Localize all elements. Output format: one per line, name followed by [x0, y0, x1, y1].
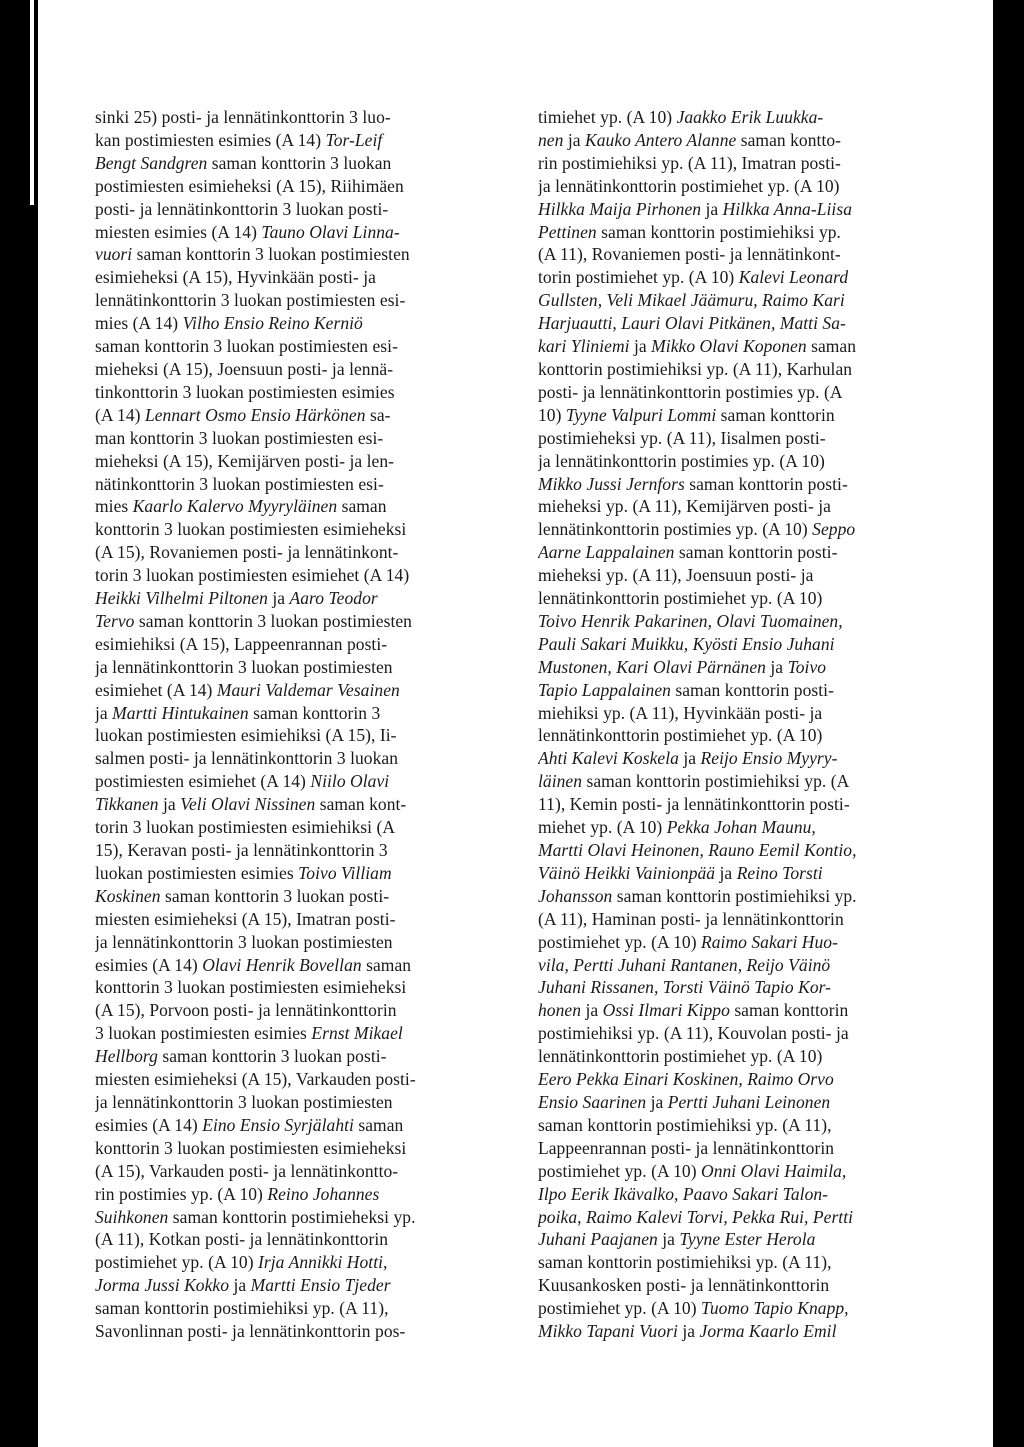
text-line: konttorin 3 luokan postimiesten esimieheksi — [95, 1137, 407, 1158]
text-line: Tikkanen ja Veli Olavi Nissinen saman kont- — [95, 794, 407, 815]
text-line: posti- ja lennätinkonttorin 3 luokan posti- — [95, 198, 389, 219]
text-line: (A 15), Porvoon posti- ja lennätinkonttorin — [95, 1000, 397, 1021]
text-line: (A 15), Rovaniemen posti- ja lennätinkont- — [95, 542, 399, 563]
text-line: honen ja Ossi Ilmari Kippo saman konttorin — [538, 1000, 849, 1021]
text-line: postimiehet yp. (A 10) Raimo Sakari Huo- — [538, 931, 838, 952]
text-line: postimieheksi yp. (A 11), Iisalmen posti- — [538, 427, 826, 448]
text-line: mies Kaarlo Kalervo Myyryläinen saman — [95, 496, 387, 517]
text-line: vila, Pertti Juhani Rantanen, Reijo Väinö — [538, 954, 831, 975]
document-page — [38, 0, 993, 1447]
text-line: Väinö Heikki Vainionpää ja Reino Torsti — [538, 862, 823, 883]
text-line: Ilpo Eerik Ikävalko, Paavo Sakari Talon- — [538, 1183, 829, 1204]
text-line: konttorin 3 luokan postimiesten esimieheksi — [95, 519, 407, 540]
left-text-column — [95, 106, 524, 1343]
text-line: mieheksi (A 15), Joensuun posti- ja lennä- — [95, 358, 394, 379]
text-line: tinkonttorin 3 luokan postimiesten esimies — [95, 381, 395, 402]
text-line: Johansson saman konttorin postimiehiksi yp. — [538, 885, 857, 906]
text-line: Mustonen, Kari Olavi Pärnänen ja Toivo — [538, 656, 827, 677]
text-line: Eero Pekka Einari Koskinen, Raimo Orvo — [538, 1069, 834, 1090]
text-line: timiehet yp. (A 10) Jaakko Erik Luukka- — [538, 107, 824, 127]
text-line: luokan postimiesten esimies Toivo Villiam — [95, 862, 392, 883]
text-line: postimiehet yp. (A 10) Tuomo Tapio Knapp, — [538, 1298, 849, 1319]
text-line: (A 11), Rovaniemen posti- ja lennätinkont- — [538, 244, 841, 265]
text-line: Hellborg saman konttorin 3 luokan posti- — [95, 1046, 387, 1067]
text-line: Pettinen saman konttorin postimiehiksi yp. — [538, 221, 841, 242]
text-line: posti- ja lennätinkonttorin postimies yp. (A — [538, 381, 843, 402]
text-line: Mikko Tapani Vuori ja Jorma Kaarlo Emil — [538, 1321, 837, 1342]
text-line: nätinkonttorin 3 luokan postimiesten esi- — [95, 473, 384, 494]
text-line: mies (A 14) Vilho Ensio Reino Kerniö — [95, 313, 363, 334]
text-line: 10) Tyyne Valpuri Lommi saman konttorin — [538, 404, 835, 425]
text-line: esimieheksi (A 15), Hyvinkään posti- ja — [95, 267, 376, 288]
text-line: Aarne Lappalainen saman konttorin posti- — [538, 542, 838, 563]
text-line: miesten esimies (A 14) Tauno Olavi Linna- — [95, 221, 400, 242]
text-line: esimies (A 14) Eino Ensio Syrjälahti saman — [95, 1114, 404, 1135]
text-line: (A 11), Haminan posti- ja lennätinkonttorin — [538, 908, 844, 929]
text-line: Savonlinnan posti- ja lennätinkonttorin pos- — [95, 1321, 406, 1342]
text-line: mieheksi yp. (A 11), Kemijärven posti- ja — [538, 496, 832, 517]
text-line: Mikko Jussi Jernfors saman konttorin posti- — [538, 473, 848, 494]
text-line: ja lennätinkonttorin 3 luokan postimiesten — [95, 1091, 393, 1112]
text-line: lennätinkonttorin 3 luokan postimiesten esi- — [95, 290, 406, 311]
text-line: saman konttorin postimiehiksi yp. (A 11), — [95, 1298, 389, 1319]
text-line: Harjuautti, Lauri Olavi Pitkänen, Matti Sa- — [538, 313, 846, 334]
text-line: Juhani Rissanen, Torsti Väinö Tapio Kor- — [538, 977, 832, 998]
text-line: ja lennätinkonttorin 3 luokan postimiesten — [95, 656, 393, 677]
text-line: vuori saman konttorin 3 luokan postimiesten — [95, 244, 410, 265]
text-line: Heikki Vilhelmi Piltonen ja Aaro Teodor — [95, 588, 378, 609]
right-text-column — [538, 106, 964, 1343]
text-line: Kuusankosken posti- ja lennätinkonttorin — [538, 1275, 830, 1296]
text-line: Lappeenrannan posti- ja lennätinkonttorin — [538, 1137, 835, 1158]
text-line: 15), Keravan posti- ja lennätinkonttorin 3 — [95, 840, 388, 860]
text-line: Tervo saman konttorin 3 luokan postimiesten — [95, 610, 412, 631]
text-line: esimiehiksi (A 15), Lappeenrannan posti- — [95, 633, 388, 654]
text-line: rin postimiehiksi yp. (A 11), Imatran posti- — [538, 152, 841, 173]
text-line: luokan postimiesten esimiehiksi (A 15), Ii- — [95, 725, 397, 746]
text-line: nen ja Kauko Antero Alanne saman kontto- — [538, 129, 842, 150]
text-line: Ahti Kalevi Koskela ja Reijo Ensio Myyry- — [538, 748, 838, 769]
text-line: 3 luokan postimiesten esimies Ernst Mikael — [95, 1023, 403, 1044]
text-line: saman konttorin postimiehiksi yp. (A 11), — [538, 1252, 832, 1273]
text-line: esimies (A 14) Olavi Henrik Bovellan saman — [95, 954, 412, 975]
text-line: Jorma Jussi Kokko ja Martti Ensio Tjeder — [95, 1275, 391, 1296]
text-line: (A 15), Varkauden posti- ja lennätinkontto- — [95, 1160, 399, 1181]
text-line: torin postimiehet yp. (A 10) Kalevi Leonard — [538, 267, 849, 288]
text-line: Suihkonen saman konttorin postimieheksi yp. — [95, 1206, 416, 1227]
text-line: kan postimiesten esimies (A 14) Tor-Leif — [95, 129, 383, 150]
text-line: lennätinkonttorin postimiehet yp. (A 10) — [538, 725, 823, 746]
text-line: rin postimies yp. (A 10) Reino Johannes — [95, 1183, 380, 1204]
text-line: postimiesten esimieheksi (A 15), Riihimäen — [95, 175, 404, 196]
text-line: Pauli Sakari Muikku, Kyösti Ensio Juhani — [538, 633, 835, 654]
text-line: ja lennätinkonttorin 3 luokan postimiesten — [95, 931, 393, 952]
text-line: miesten esimieheksi (A 15), Varkauden posti- — [95, 1069, 416, 1090]
text-line: (A 11), Kotkan posti- ja lennätinkonttorin — [95, 1229, 389, 1250]
text-line: torin 3 luokan postimiesten esimiehiksi (A — [95, 817, 396, 838]
text-line: esimiehet (A 14) Mauri Valdemar Vesainen — [95, 679, 400, 700]
text-line: Gullsten, Veli Mikael Jäämuru, Raimo Kari — [538, 290, 845, 311]
text-line: poika, Raimo Kalevi Torvi, Pekka Rui, Pertti — [538, 1206, 854, 1227]
text-line: postimiesten esimiehet (A 14) Niilo Olavi — [95, 771, 390, 792]
text-line: Hilkka Maija Pirhonen ja Hilkka Anna-Liisa — [538, 198, 852, 219]
text-line: ja Martti Hintukainen saman konttorin 3 — [95, 702, 381, 723]
text-line: Toivo Henrik Pakarinen, Olavi Tuomainen, — [538, 610, 843, 631]
text-line: (A 14) Lennart Osmo Ensio Härkönen sa- — [95, 404, 391, 425]
text-line: Tapio Lappalainen saman konttorin posti- — [538, 679, 834, 700]
text-line: mieheksi (A 15), Kemijärven posti- ja len- — [95, 450, 395, 471]
text-line: miehet yp. (A 10) Pekka Johan Maunu, — [538, 817, 816, 838]
text-line: Ensio Saarinen ja Pertti Juhani Leinonen — [538, 1091, 831, 1112]
text-line: man konttorin 3 luokan postimiesten esi- — [95, 427, 384, 448]
text-line: ja lennätinkonttorin postimies yp. (A 10) — [538, 450, 825, 471]
text-line: miesten esimieheksi (A 15), Imatran posti- — [95, 908, 396, 929]
text-line: saman konttorin postimiehiksi yp. (A 11), — [538, 1114, 832, 1135]
scan-edge-strip — [30, 0, 34, 205]
text-line: miehiksi yp. (A 11), Hyvinkään posti- ja — [538, 702, 823, 723]
text-line: konttorin postimiehiksi yp. (A 11), Karhulan — [538, 358, 853, 379]
text-line: torin 3 luokan postimiesten esimiehet (A 14) — [95, 565, 410, 586]
text-line: lennätinkonttorin postimiehet yp. (A 10) — [538, 1046, 823, 1067]
text-line: kari Yliniemi ja Mikko Olavi Koponen saman — [538, 336, 857, 357]
text-line: salmen posti- ja lennätinkonttorin 3 luokan — [95, 748, 398, 769]
text-line: postimiehiksi yp. (A 11), Kouvolan posti- ja — [538, 1023, 849, 1044]
text-line: Juhani Paajanen ja Tyyne Ester Herola — [538, 1229, 816, 1250]
text-line: Bengt Sandgren saman konttorin 3 luokan — [95, 152, 392, 173]
text-line: läinen saman konttorin postimiehiksi yp. (A — [538, 771, 850, 792]
text-line: postimiehet yp. (A 10) Onni Olavi Haimila, — [538, 1160, 847, 1181]
text-line: lennätinkonttorin postimiehet yp. (A 10) — [538, 588, 823, 609]
text-line: ja lennätinkonttorin postimiehet yp. (A 10) — [538, 175, 840, 196]
text-line: mieheksi yp. (A 11), Joensuun posti- ja — [538, 565, 814, 586]
text-line: konttorin 3 luokan postimiesten esimieheksi — [95, 977, 407, 998]
text-line: 11), Kemin posti- ja lennätinkonttorin posti- — [538, 794, 850, 815]
text-line: sinki 25) posti- ja lennätinkonttorin 3 luo- — [95, 107, 391, 127]
text-line: saman konttorin 3 luokan postimiesten esi- — [95, 336, 398, 357]
text-line: Martti Olavi Heinonen, Rauno Eemil Kontio, — [538, 840, 857, 860]
text-line: Koskinen saman konttorin 3 luokan posti- — [95, 885, 390, 906]
text-line: lennätinkonttorin postimies yp. (A 10) Seppo — [538, 519, 856, 540]
text-line: postimiehet yp. (A 10) Irja Annikki Hotti, — [95, 1252, 388, 1273]
